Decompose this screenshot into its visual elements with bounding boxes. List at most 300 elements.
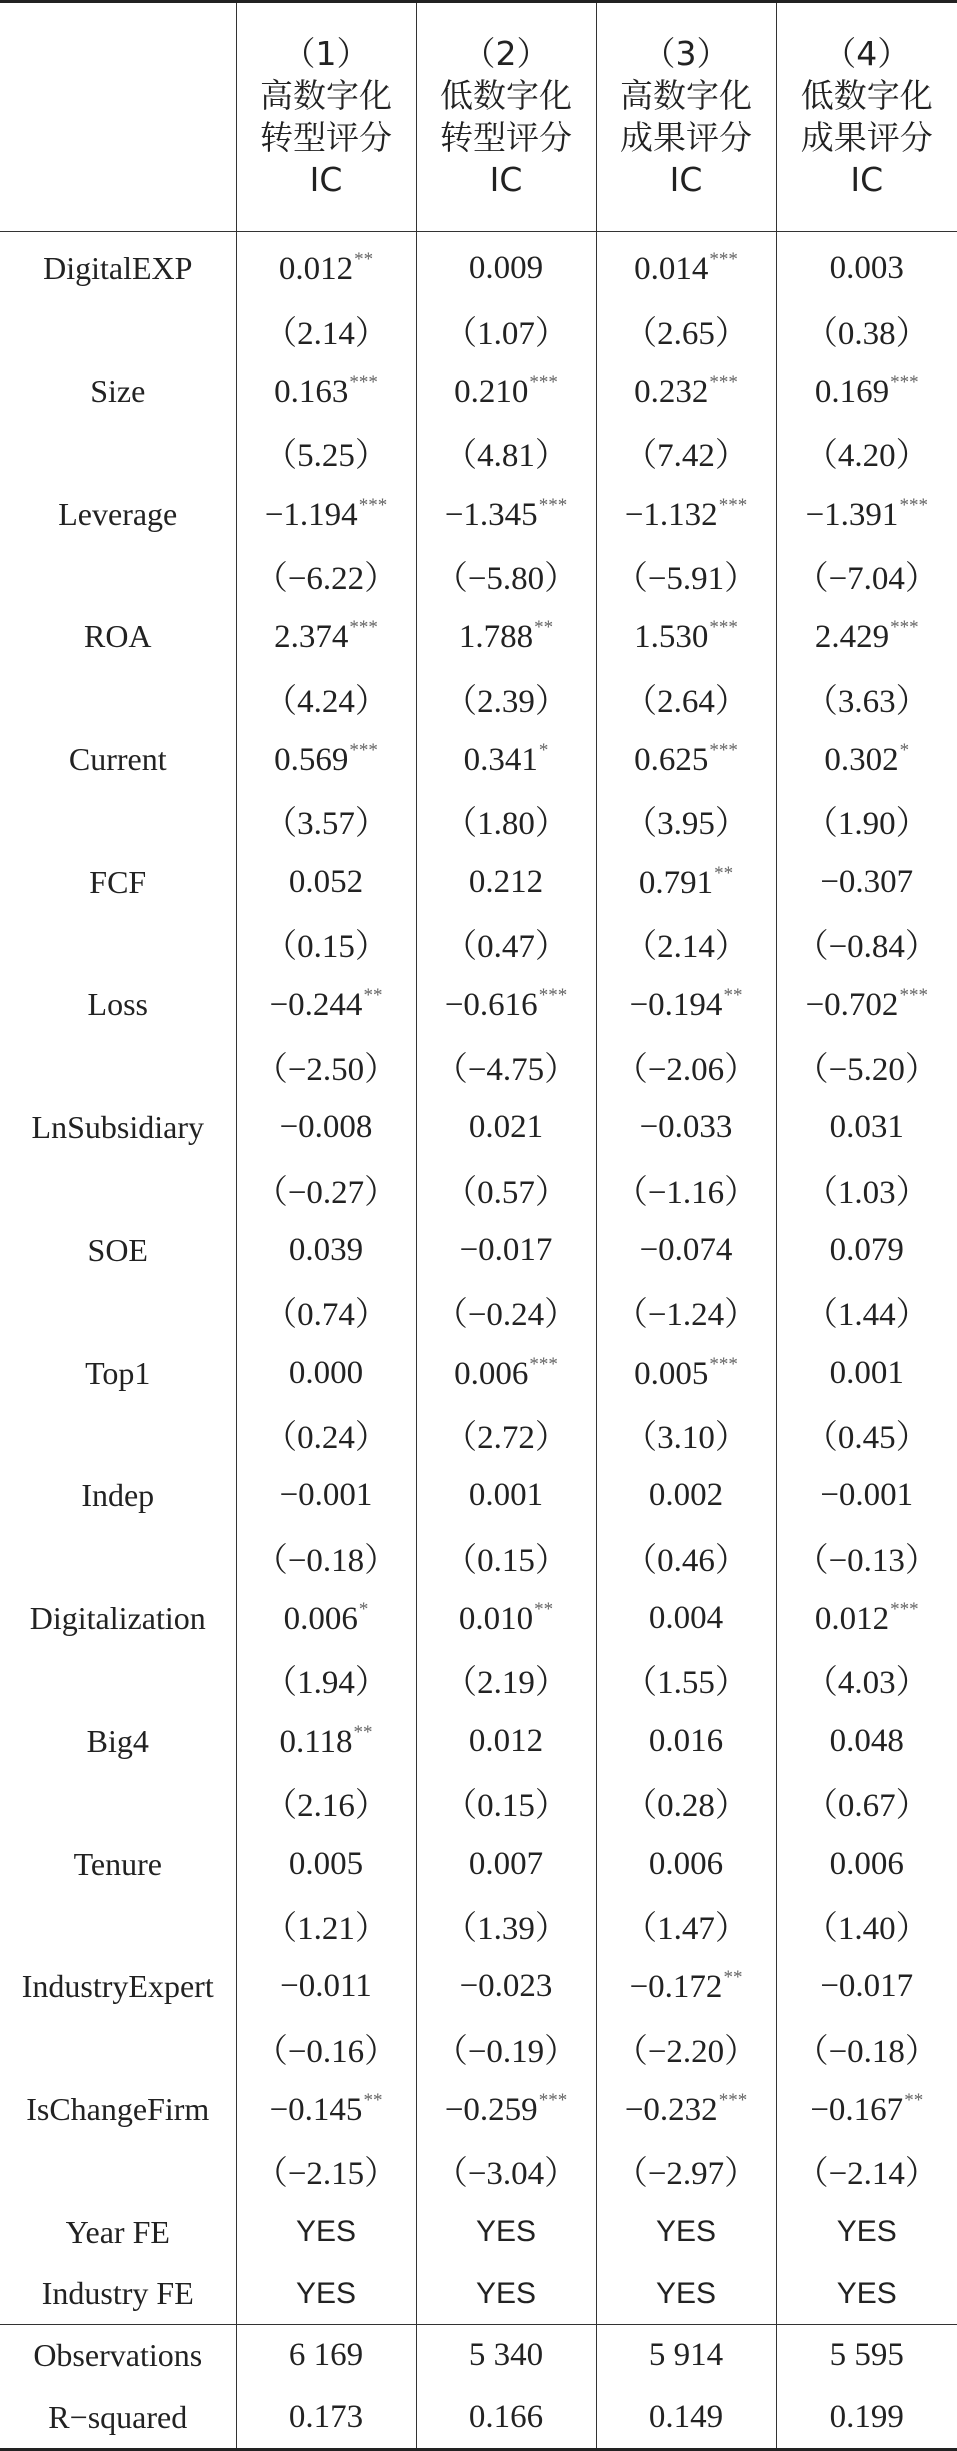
coef-row (0, 483, 957, 544)
header-corner (0, 2, 236, 232)
significance-stars: *** (890, 1599, 919, 1621)
coef-cell (596, 1097, 776, 1158)
coef-cell (416, 729, 596, 790)
significance-stars: *** (890, 371, 919, 393)
t-stat-row (0, 422, 957, 483)
coef-cell (776, 2079, 957, 2140)
coef-cell (776, 1588, 957, 1649)
coef-cell (236, 974, 416, 1035)
coef-value: 0.000 (288, 1354, 364, 1391)
coef-value: −0.074 (639, 1231, 733, 1268)
fixed-effect-value: YES (596, 2202, 776, 2263)
header-row (0, 2, 957, 232)
t-stat-cell: （−0.16） (236, 2017, 416, 2078)
variable-label: Top1 (85, 1354, 151, 1391)
variable-label: SOE (87, 1231, 148, 1268)
coef-cell (416, 1588, 596, 1649)
coef-value: 0.014 (634, 251, 709, 288)
t-stat-row (0, 2140, 957, 2201)
coef-value: 0.021 (468, 1109, 544, 1146)
t-stat-cell: （2.72） (416, 1404, 596, 1465)
t-stat-row (0, 1404, 957, 1465)
coef-value: −0.259 (444, 2091, 538, 2128)
coef-value: 0.791 (638, 864, 714, 901)
coef-cell (236, 361, 416, 422)
significance-stars: *** (538, 985, 568, 1007)
coef-value: 0.002 (648, 1477, 724, 1514)
significance-stars: ** (904, 2089, 924, 2111)
coef-value: 0.009 (468, 250, 544, 287)
stat-value: 0.166 (416, 2387, 596, 2450)
fixed-effect-value: YES (416, 2263, 596, 2325)
t-stat-cell: （7.42） (596, 422, 776, 483)
coef-row (0, 1465, 957, 1526)
coef-row (0, 974, 957, 1035)
coef-value: 0.341 (463, 742, 538, 779)
t-stat-cell: （1.55） (596, 1649, 776, 1710)
stat-row (0, 2325, 957, 2387)
coef-cell (596, 1342, 776, 1403)
t-stat-cell: （−5.20） (776, 1036, 957, 1097)
table-body (0, 232, 957, 2450)
coef-value: 0.007 (468, 1845, 544, 1882)
coef-value: 0.006 (454, 1355, 529, 1392)
significance-stars: *** (349, 617, 378, 639)
coef-value: 2.429 (814, 619, 890, 656)
t-stat-cell: （−0.19） (416, 2017, 596, 2078)
t-stat-cell: （−4.75） (416, 1036, 596, 1097)
significance-stars: *** (709, 249, 738, 271)
coef-row (0, 1956, 957, 2017)
empty-label (0, 422, 236, 483)
coef-value: −0.033 (639, 1109, 733, 1146)
t-stat-cell: （0.57） (416, 1158, 596, 1219)
t-stat-cell: （2.14） (596, 913, 776, 974)
significance-stars: * (358, 1599, 369, 1621)
column-header: （2） 低数字化 转型评分 IC (416, 2, 596, 232)
fixed-effect-value: YES (596, 2263, 776, 2325)
significance-stars: *** (709, 617, 738, 639)
coef-value: 0.012 (814, 1601, 890, 1638)
fixed-effect-row (0, 2202, 957, 2263)
significance-stars: ** (534, 1599, 554, 1621)
t-stat-cell: （0.38） (776, 299, 957, 360)
t-stat-cell: （0.45） (776, 1404, 957, 1465)
t-stat-cell: （−3.04） (416, 2140, 596, 2201)
t-stat-cell: （0.15） (416, 1527, 596, 1588)
significance-stars: *** (349, 740, 378, 762)
coef-value: 0.004 (648, 1600, 724, 1637)
variable-label: Indep (81, 1477, 155, 1514)
coef-cell (236, 1956, 416, 2017)
t-stat-cell: （−0.24） (416, 1281, 596, 1342)
t-stat-cell: （−2.20） (596, 2017, 776, 2078)
coef-cell (236, 1220, 416, 1281)
t-stat-cell: （1.94） (236, 1649, 416, 1710)
coef-cell (776, 729, 957, 790)
coef-cell (236, 1833, 416, 1894)
coef-row (0, 1342, 957, 1403)
coef-row (0, 1220, 957, 1281)
significance-stars: *** (890, 617, 919, 639)
t-stat-cell: （0.74） (236, 1281, 416, 1342)
coef-value: 0.016 (648, 1722, 724, 1759)
t-stat-cell: （3.63） (776, 668, 957, 729)
empty-label (0, 1281, 236, 1342)
empty-label (0, 1895, 236, 1956)
t-stat-cell: （3.95） (596, 790, 776, 851)
t-stat-cell: （3.10） (596, 1404, 776, 1465)
coef-cell (236, 852, 416, 913)
fixed-effect-value: YES (776, 2263, 957, 2325)
coef-cell (236, 606, 416, 667)
coef-cell (236, 1097, 416, 1158)
coef-cell (596, 1588, 776, 1649)
stat-value: 5 595 (776, 2325, 957, 2387)
coef-cell (416, 974, 596, 1035)
significance-stars: *** (349, 371, 378, 393)
column-header: （1） 高数字化 转型评分 IC (236, 2, 416, 232)
t-stat-cell: （0.15） (416, 1772, 596, 1833)
coef-cell (776, 1956, 957, 2017)
significance-stars: ** (354, 249, 374, 271)
t-stat-cell: （1.44） (776, 1281, 957, 1342)
t-stat-row (0, 1281, 957, 1342)
coef-value: −1.391 (805, 496, 899, 533)
coef-value: 0.302 (824, 742, 899, 779)
coef-value: 0.625 (634, 742, 709, 779)
t-stat-row (0, 1895, 957, 1956)
coef-row (0, 852, 957, 913)
coef-cell (776, 1342, 957, 1403)
t-stat-cell: （0.47） (416, 913, 596, 974)
significance-stars: *** (709, 1353, 738, 1375)
coef-value: 0.210 (454, 373, 529, 410)
coef-cell (416, 852, 596, 913)
t-stat-cell: （4.81） (416, 422, 596, 483)
coef-cell (776, 361, 957, 422)
significance-stars: * (899, 740, 910, 762)
empty-label (0, 668, 236, 729)
coef-cell (416, 606, 596, 667)
coef-cell (776, 974, 957, 1035)
coef-row (0, 1588, 957, 1649)
coef-value: 0.001 (829, 1354, 904, 1391)
stat-label: R−squared (0, 2387, 236, 2450)
coef-cell (416, 1711, 596, 1772)
significance-stars: *** (358, 494, 388, 516)
coef-value: 0.569 (274, 742, 349, 779)
stat-value: 0.173 (236, 2387, 416, 2450)
coef-cell (236, 1342, 416, 1403)
fixed-effect-value: YES (776, 2202, 957, 2263)
significance-stars: *** (899, 985, 928, 1007)
t-stat-cell: （−2.14） (776, 2140, 957, 2201)
variable-label: IndustryExpert (21, 1968, 214, 2005)
t-stat-cell: （1.47） (596, 1895, 776, 1956)
fixed-effect-value: YES (416, 2202, 596, 2263)
coef-cell (776, 1465, 957, 1526)
t-stat-cell: （1.21） (236, 1895, 416, 1956)
coef-cell (416, 483, 596, 544)
empty-label (0, 1404, 236, 1465)
coef-cell (236, 232, 416, 300)
t-stat-cell: （−5.91） (596, 545, 776, 606)
coef-cell (416, 1220, 596, 1281)
coef-cell (236, 2079, 416, 2140)
stat-row (0, 2387, 957, 2450)
empty-label (0, 1649, 236, 1710)
significance-stars: *** (529, 371, 558, 393)
t-stat-cell: （0.46） (596, 1527, 776, 1588)
coef-value: 0.232 (634, 373, 709, 410)
stat-value: 5 914 (596, 2325, 776, 2387)
coef-cell (596, 1711, 776, 1772)
coef-value: −1.194 (264, 496, 358, 533)
column-header: （4） 低数字化 成果评分 IC (776, 2, 957, 232)
fixed-effect-value: YES (236, 2202, 416, 2263)
coef-value: 0.052 (288, 863, 364, 900)
coef-row (0, 1711, 957, 1772)
t-stat-cell: （−0.13） (776, 1527, 957, 1588)
t-stat-row (0, 299, 957, 360)
t-stat-cell: （0.67） (776, 1772, 957, 1833)
coef-cell (776, 1220, 957, 1281)
significance-stars: *** (538, 2089, 568, 2111)
coef-cell (776, 606, 957, 667)
coef-value: 0.003 (829, 250, 904, 287)
t-stat-cell: （−7.04） (776, 545, 957, 606)
t-stat-cell: （−0.84） (776, 913, 957, 974)
coef-value: 0.012 (278, 251, 354, 288)
variable-label: ROA (83, 618, 152, 655)
coef-row (0, 729, 957, 790)
t-stat-cell: （3.57） (236, 790, 416, 851)
coef-value: 0.006 (829, 1845, 904, 1882)
coef-cell (596, 1220, 776, 1281)
coef-row (0, 1097, 957, 1158)
variable-label: DigitalEXP (43, 250, 193, 287)
significance-stars: ** (723, 985, 743, 1007)
t-stat-row (0, 668, 957, 729)
coef-value: −0.194 (629, 987, 723, 1024)
coef-value: 2.374 (274, 619, 349, 656)
t-stat-cell: （4.20） (776, 422, 957, 483)
empty-label (0, 913, 236, 974)
significance-stars: *** (709, 371, 738, 393)
t-stat-cell: （2.16） (236, 1772, 416, 1833)
coef-value: 0.212 (468, 863, 544, 900)
coef-value: −0.001 (279, 1477, 373, 1514)
coef-value: 0.012 (468, 1722, 544, 1759)
t-stat-cell: （2.39） (416, 668, 596, 729)
variable-label: FCF (89, 863, 147, 900)
variable-label: Digitalization (29, 1600, 206, 1637)
stat-value: 6 169 (236, 2325, 416, 2387)
variable-label: Leverage (58, 495, 178, 532)
t-stat-cell: （2.19） (416, 1649, 596, 1710)
coef-value: 0.001 (468, 1477, 544, 1514)
coef-value: −0.702 (805, 987, 899, 1024)
stat-value: 5 340 (416, 2325, 596, 2387)
empty-label (0, 1772, 236, 1833)
t-stat-cell: （2.14） (236, 299, 416, 360)
coef-cell (416, 1833, 596, 1894)
significance-stars: *** (718, 2089, 748, 2111)
coef-cell (596, 2079, 776, 2140)
variable-label: Size (90, 372, 146, 409)
t-stat-cell: （1.40） (776, 1895, 957, 1956)
coef-cell (776, 232, 957, 300)
coef-cell (776, 1711, 957, 1772)
significance-stars: ** (363, 2089, 383, 2111)
empty-label (0, 790, 236, 851)
coef-value: 0.079 (829, 1231, 904, 1268)
coef-value: −0.017 (459, 1231, 553, 1268)
significance-stars: ** (723, 1967, 743, 1989)
t-stat-cell: （−1.24） (596, 1281, 776, 1342)
t-stat-cell: （4.03） (776, 1649, 957, 1710)
coef-cell (776, 483, 957, 544)
coef-cell (596, 483, 776, 544)
coef-value: 0.005 (288, 1845, 364, 1882)
fixed-effect-label: Industry FE (41, 2275, 194, 2312)
column-header: （3） 高数字化 成果评分 IC (596, 2, 776, 232)
coef-cell (596, 361, 776, 422)
coef-row (0, 1833, 957, 1894)
coef-value: −0.232 (624, 2091, 718, 2128)
coef-cell (596, 729, 776, 790)
coef-value: 0.118 (279, 1723, 353, 1760)
t-stat-row (0, 1649, 957, 1710)
significance-stars: *** (899, 494, 928, 516)
significance-stars: * (538, 740, 549, 762)
coef-value: −0.001 (820, 1477, 914, 1514)
t-stat-cell: （0.15） (236, 913, 416, 974)
significance-stars: *** (529, 1353, 558, 1375)
coef-value: −0.011 (280, 1968, 372, 2005)
coef-cell (236, 483, 416, 544)
coef-value: 0.169 (814, 373, 890, 410)
t-stat-cell: （0.24） (236, 1404, 416, 1465)
coef-cell (416, 1465, 596, 1526)
coef-cell (596, 1465, 776, 1526)
coef-value: −0.244 (269, 987, 363, 1024)
coef-cell (596, 974, 776, 1035)
coef-cell (776, 1833, 957, 1894)
coef-value: 0.048 (829, 1722, 904, 1759)
fixed-effect-row (0, 2263, 957, 2325)
t-stat-row (0, 1527, 957, 1588)
significance-stars: *** (718, 494, 748, 516)
coef-value: 0.010 (458, 1601, 534, 1638)
significance-stars: *** (709, 740, 738, 762)
stat-label: Observations (0, 2325, 236, 2387)
t-stat-cell: （2.65） (596, 299, 776, 360)
t-stat-row (0, 1158, 957, 1219)
t-stat-cell: （1.90） (776, 790, 957, 851)
coef-cell (236, 1588, 416, 1649)
coef-value: 0.005 (634, 1355, 709, 1392)
coef-value: −0.167 (810, 2091, 904, 2128)
t-stat-cell: （−1.16） (596, 1158, 776, 1219)
empty-label (0, 545, 236, 606)
t-stat-cell: （−0.27） (236, 1158, 416, 1219)
t-stat-cell: （5.25） (236, 422, 416, 483)
coef-value: −0.616 (444, 987, 538, 1024)
t-stat-row (0, 913, 957, 974)
coef-cell (596, 1833, 776, 1894)
significance-stars: *** (538, 494, 568, 516)
fixed-effect-label: Year FE (65, 2213, 170, 2250)
t-stat-cell: （4.24） (236, 668, 416, 729)
t-stat-row (0, 790, 957, 851)
variable-label: IsChangeFirm (26, 2090, 210, 2127)
coef-cell (416, 2079, 596, 2140)
significance-stars: ** (363, 985, 383, 1007)
coef-cell (416, 1342, 596, 1403)
t-stat-row (0, 1036, 957, 1097)
coef-value: 1.530 (634, 619, 709, 656)
t-stat-cell: （−2.50） (236, 1036, 416, 1097)
empty-label (0, 2017, 236, 2078)
variable-label: Loss (87, 986, 148, 1023)
t-stat-cell: （1.80） (416, 790, 596, 851)
coef-value: −0.008 (279, 1109, 373, 1146)
t-stat-row (0, 545, 957, 606)
coef-value: −0.172 (629, 1969, 723, 2006)
t-stat-cell: （−2.06） (596, 1036, 776, 1097)
empty-label (0, 2140, 236, 2201)
coef-row (0, 232, 957, 300)
coef-cell (596, 232, 776, 300)
coef-cell (776, 1097, 957, 1158)
coef-cell (416, 1097, 596, 1158)
t-stat-cell: （1.39） (416, 1895, 596, 1956)
t-stat-cell: （−2.97） (596, 2140, 776, 2201)
t-stat-row (0, 2017, 957, 2078)
fixed-effect-value: YES (236, 2263, 416, 2325)
coef-value: 0.006 (283, 1601, 358, 1638)
t-stat-cell: （−0.18） (236, 1527, 416, 1588)
coef-value: −0.307 (820, 863, 914, 900)
t-stat-cell: （0.28） (596, 1772, 776, 1833)
empty-label (0, 1527, 236, 1588)
variable-label: Big4 (86, 1722, 149, 1759)
t-stat-cell: （1.03） (776, 1158, 957, 1219)
empty-label (0, 299, 236, 360)
coef-value: 0.039 (288, 1231, 364, 1268)
coef-cell (596, 1956, 776, 2017)
coef-cell (596, 852, 776, 913)
empty-label (0, 1036, 236, 1097)
coef-value: 0.031 (829, 1109, 904, 1146)
t-stat-cell: （−6.22） (236, 545, 416, 606)
t-stat-cell: （−0.18） (776, 2017, 957, 2078)
stat-value: 0.149 (596, 2387, 776, 2450)
stat-value: 0.199 (776, 2387, 957, 2450)
coef-value: −0.017 (820, 1968, 914, 2005)
coef-cell (416, 232, 596, 300)
coef-cell (236, 1465, 416, 1526)
variable-label: LnSubsidiary (31, 1109, 204, 1146)
coef-row (0, 2079, 957, 2140)
variable-label: Tenure (73, 1845, 162, 1882)
t-stat-row (0, 1772, 957, 1833)
coef-value: 0.163 (274, 373, 349, 410)
coef-row (0, 606, 957, 667)
significance-stars: ** (534, 617, 554, 639)
